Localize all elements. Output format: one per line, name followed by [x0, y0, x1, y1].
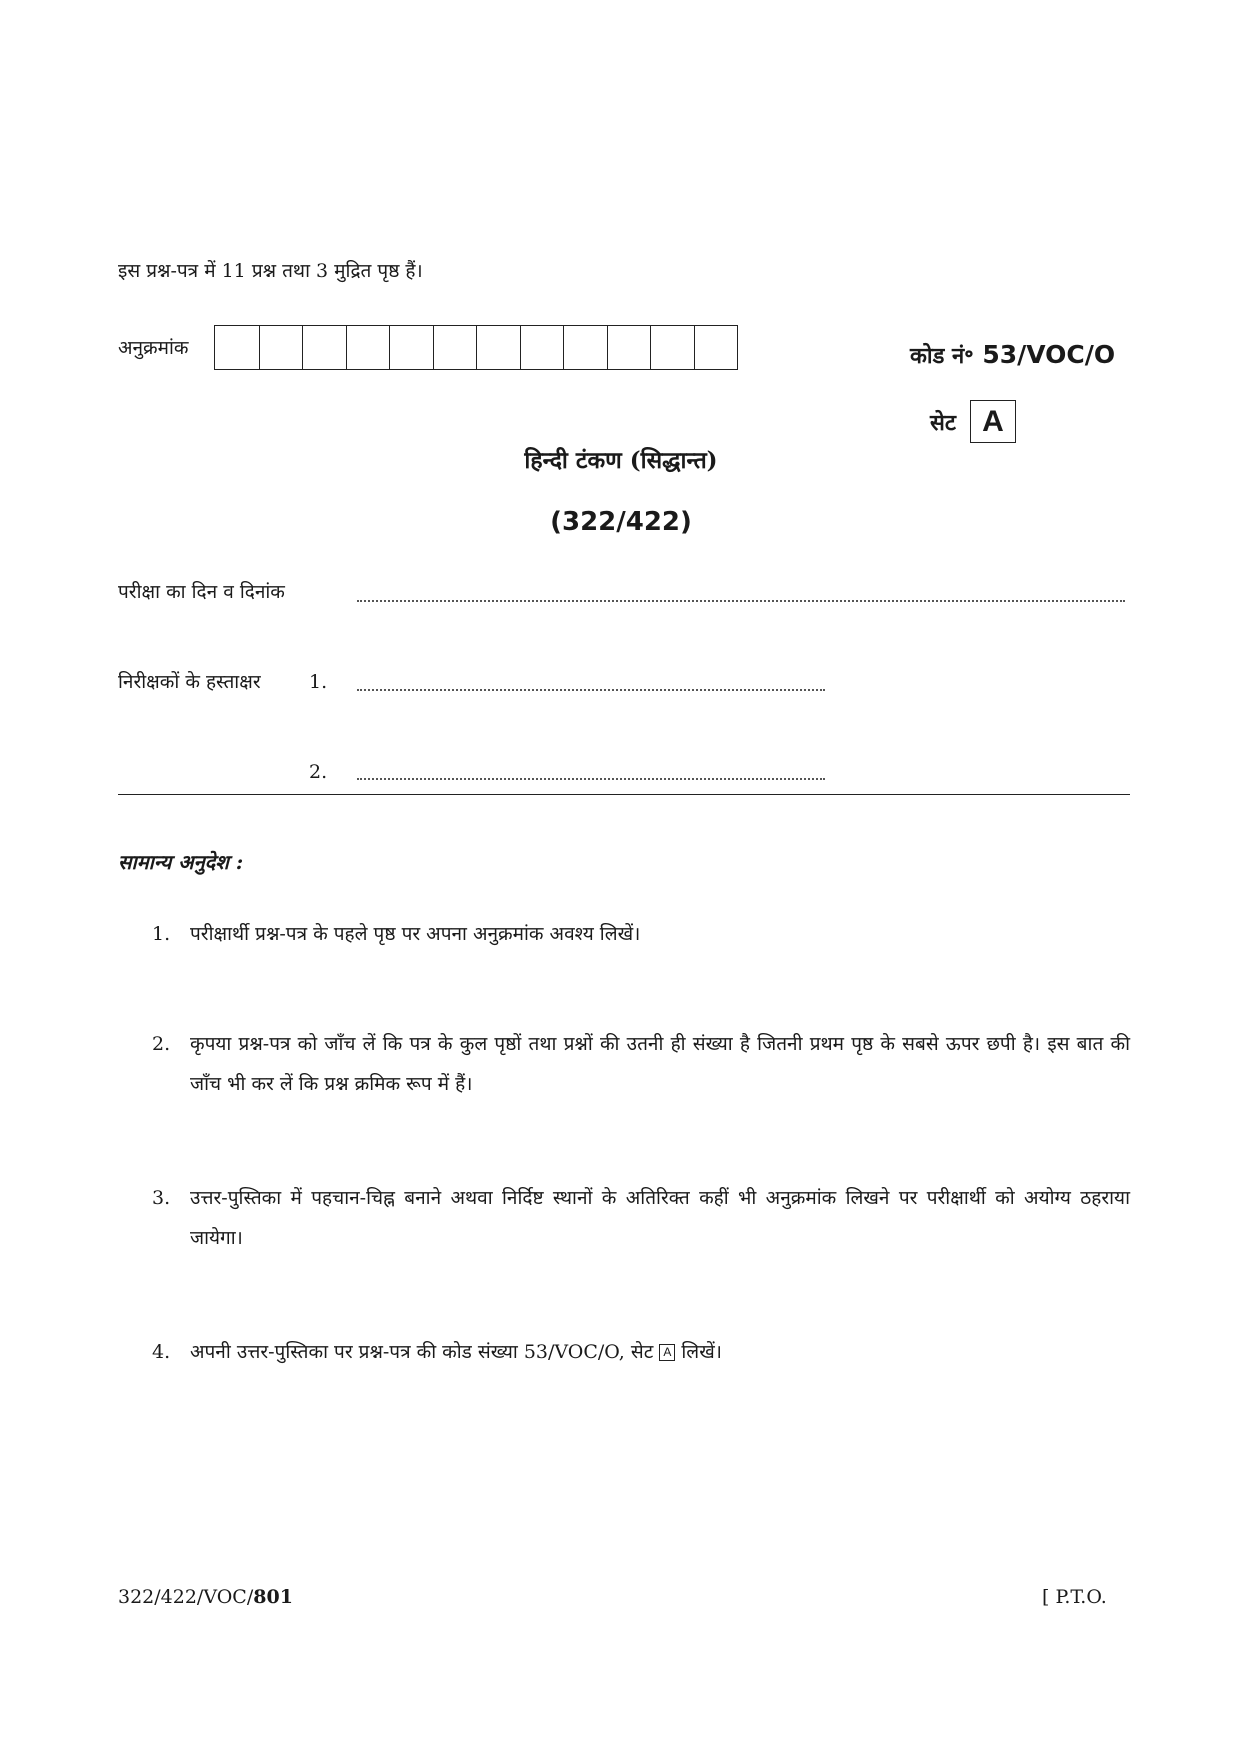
- roll-number-box[interactable]: [433, 326, 477, 369]
- roll-number-box[interactable]: [215, 326, 259, 369]
- instruction-item: [152, 1178, 1130, 1258]
- subject-code: (322/422): [550, 507, 692, 537]
- instruction-text-part: अपनी उत्तर-पुस्तिका पर प्रश्न-पत्र की कोड संख्या 53/VOC/O, सेट: [190, 1341, 654, 1363]
- roll-number-box[interactable]: [563, 326, 607, 369]
- footer-code-number: 801: [253, 1586, 293, 1608]
- paper-code-value: 53/VOC/O: [982, 340, 1116, 369]
- instruction-number: 4.: [152, 1341, 171, 1363]
- footer-code-prefix: 322/422/VOC/: [118, 1586, 254, 1608]
- inline-set-box: A: [659, 1344, 675, 1361]
- signature-field-2[interactable]: [357, 778, 825, 780]
- roll-number-label: अनुक्रमांक: [118, 337, 189, 359]
- signature-number-1: 1.: [309, 671, 328, 693]
- footer-paper-code: [118, 1585, 293, 1609]
- section-divider: [118, 794, 1130, 795]
- instruction-number: 2.: [152, 1033, 171, 1055]
- footer-pto: [ P.T.O.: [1042, 1586, 1107, 1608]
- set-label: सेट: [930, 409, 956, 436]
- roll-number-box[interactable]: [302, 326, 346, 369]
- roll-number-box[interactable]: [389, 326, 433, 369]
- instruction-text: कृपया प्रश्न-पत्र को जाँच लें कि पत्र के कुल पृष्ठों तथा प्रश्नों की उतनी ही संख्या है जितनी प्रथम पृष्ठ के सबसे ऊपर छपी है। इस बात की जाँच भी कर लें कि प्रश्न क्रमिक रूप में हैं।: [190, 1033, 1130, 1095]
- roll-number-box[interactable]: [694, 326, 738, 369]
- question-count-note: इस प्रश्न-पत्र में 11 प्रश्न तथा 3 मुद्रित पृष्ठ हैं।: [118, 260, 423, 282]
- instructions-heading: सामान्य अनुदेश :: [118, 850, 244, 874]
- exam-date-label: परीक्षा का दिन व दिनांक: [118, 581, 285, 603]
- exam-date-field[interactable]: [357, 600, 1125, 602]
- instruction-text: [190, 1332, 1130, 1372]
- roll-number-box[interactable]: [346, 326, 390, 369]
- roll-number-box[interactable]: [476, 326, 520, 369]
- roll-number-box[interactable]: [607, 326, 651, 369]
- instruction-text: परीक्षार्थी प्रश्न-पत्र के पहले पृष्ठ पर अपना अनुक्रमांक अवश्य लिखें।: [190, 923, 641, 945]
- paper-code: [910, 340, 1115, 370]
- paper-code-label: कोड नं॰: [910, 343, 974, 369]
- instruction-item: [152, 914, 1130, 954]
- set-box: A: [970, 400, 1016, 443]
- subject-title: हिन्दी टंकण (सिद्धान्त): [524, 447, 718, 474]
- instruction-number: 1.: [152, 923, 171, 945]
- invigilator-signature-label: निरीक्षकों के हस्ताक्षर: [118, 671, 261, 693]
- instruction-item: [152, 1332, 1130, 1372]
- instruction-item: [152, 1024, 1130, 1104]
- instruction-text: उत्तर-पुस्तिका में पहचान-चिह्न बनाने अथवा निर्दिष्ट स्थानों के अतिरिक्त कहीं भी अनुक्रमांक लिखने पर परीक्षार्थी को अयोग्य ठहराया जायेगा।: [190, 1187, 1130, 1249]
- roll-number-box[interactable]: [520, 326, 564, 369]
- roll-number-boxes[interactable]: [214, 325, 738, 370]
- roll-number-box[interactable]: [650, 326, 694, 369]
- instruction-text-part: लिखें।: [681, 1341, 722, 1363]
- instruction-number: 3.: [152, 1187, 171, 1209]
- signature-field-1[interactable]: [357, 689, 825, 691]
- signature-number-2: 2.: [309, 761, 328, 783]
- set-indicator: [930, 400, 1016, 443]
- roll-number-box[interactable]: [259, 326, 303, 369]
